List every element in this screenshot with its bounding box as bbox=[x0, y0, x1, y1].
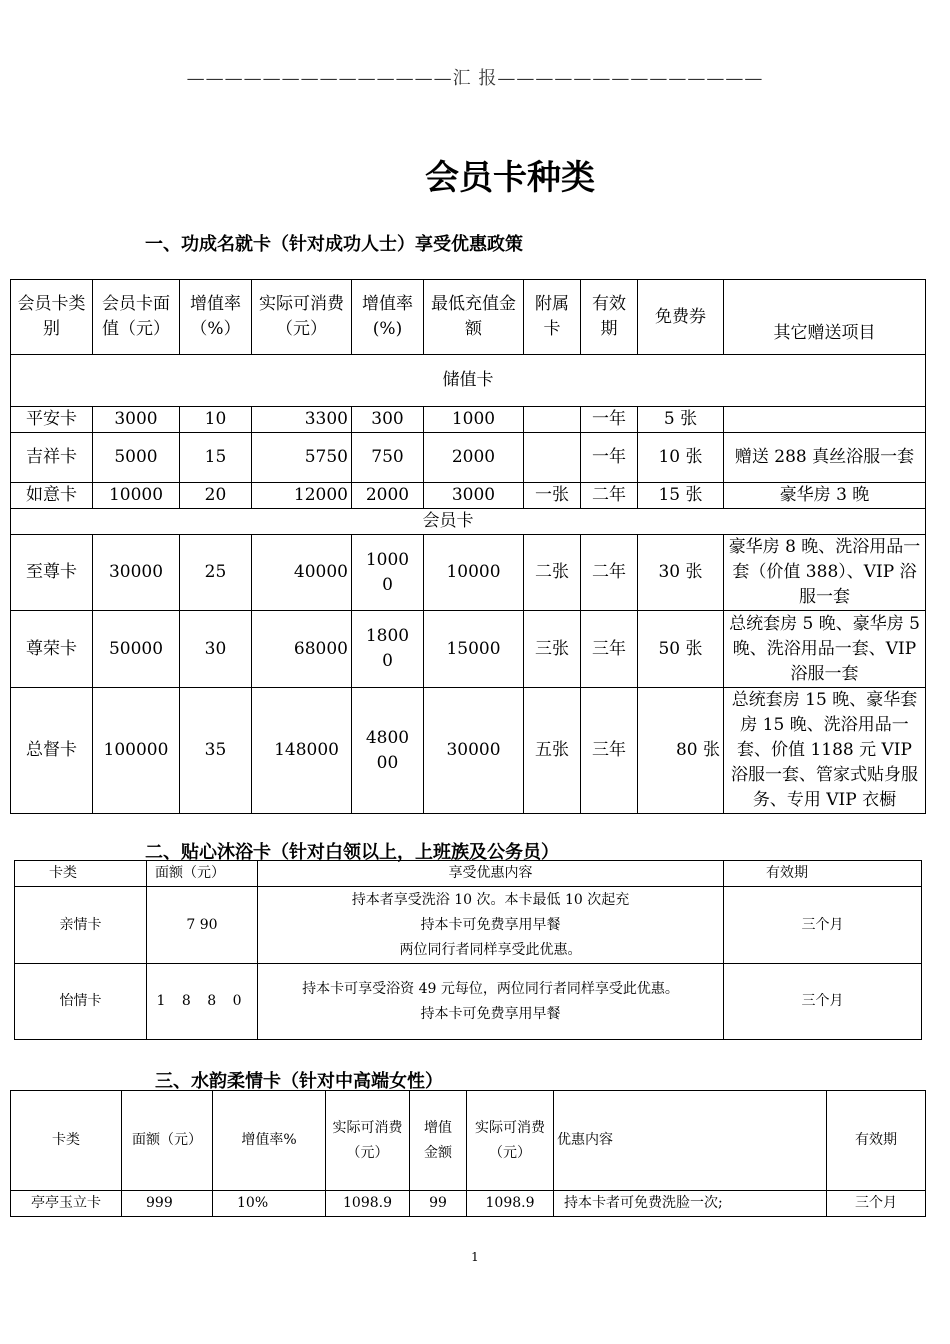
bonus: 10000 bbox=[352, 535, 424, 611]
coupons: 5 张 bbox=[638, 407, 724, 433]
card-name: 至尊卡 bbox=[11, 535, 93, 611]
gifts bbox=[724, 407, 926, 433]
column-header: 实际可消费（元） bbox=[326, 1091, 410, 1191]
column-header: 面额（元） bbox=[122, 1091, 213, 1191]
face-value: 50000 bbox=[93, 611, 180, 688]
validity: 三年 bbox=[581, 688, 638, 814]
section1-table bbox=[10, 279, 926, 814]
face-value: 10000 bbox=[93, 483, 180, 509]
validity: 三个月 bbox=[827, 1191, 926, 1217]
actual-value: 68000 bbox=[252, 611, 352, 688]
column-header: 面额（元） bbox=[147, 861, 258, 887]
column-header: 会员卡类别 bbox=[11, 280, 93, 355]
bonus: 300 bbox=[352, 407, 424, 433]
rate: 35 bbox=[180, 688, 252, 814]
validity: 二年 bbox=[581, 483, 638, 509]
min-charge: 15000 bbox=[424, 611, 524, 688]
card-name: 吉祥卡 bbox=[11, 433, 93, 483]
rate: 10 bbox=[180, 407, 252, 433]
table-header-row bbox=[11, 1091, 926, 1191]
coupons: 10 张 bbox=[638, 433, 724, 483]
actual-value: 5750 bbox=[252, 433, 352, 483]
sub-card: 二张 bbox=[524, 535, 581, 611]
rate: 10% bbox=[213, 1191, 326, 1217]
bonus: 18000 bbox=[352, 611, 424, 688]
column-header: 享受优惠内容 bbox=[258, 861, 724, 887]
actual-value: 12000 bbox=[252, 483, 352, 509]
gifts: 豪华房 8 晚、洗浴用品一套（价值 388）、VIP 浴服一套 bbox=[724, 535, 926, 611]
column-header: 卡类 bbox=[15, 861, 147, 887]
column-header: 增值率(%) bbox=[352, 280, 424, 355]
group-label-stored-value: 储值卡 bbox=[11, 355, 926, 407]
group-row bbox=[11, 355, 926, 407]
column-header: 卡类 bbox=[11, 1091, 122, 1191]
card-name: 怡情卡 bbox=[15, 964, 147, 1040]
page-title: 会员卡种类 bbox=[425, 158, 595, 198]
coupons: 30 张 bbox=[638, 535, 724, 611]
table-row bbox=[11, 433, 926, 483]
validity: 一年 bbox=[581, 407, 638, 433]
min-charge: 1000 bbox=[424, 407, 524, 433]
rate: 25 bbox=[180, 535, 252, 611]
actual-value: 40000 bbox=[252, 535, 352, 611]
card-name: 如意卡 bbox=[11, 483, 93, 509]
rate: 30 bbox=[180, 611, 252, 688]
sub-card bbox=[524, 407, 581, 433]
card-name: 亲情卡 bbox=[15, 887, 147, 964]
section1-heading: 一、功成名就卡（针对成功人士）享受优惠政策 bbox=[145, 234, 523, 255]
face-value: 3000 bbox=[93, 407, 180, 433]
benefit-cell bbox=[258, 887, 724, 964]
actual-value-2: 1098.9 bbox=[467, 1191, 554, 1217]
min-charge: 2000 bbox=[424, 433, 524, 483]
amount: 999 bbox=[122, 1191, 213, 1217]
benefit-line: 两位同行者同样享受此优惠。 bbox=[399, 941, 582, 958]
table-header-row bbox=[11, 280, 926, 355]
column-header: 有效期 bbox=[827, 1091, 926, 1191]
validity: 二年 bbox=[581, 535, 638, 611]
group-row bbox=[11, 509, 926, 535]
table-row bbox=[15, 964, 922, 1040]
column-header: 优惠内容 bbox=[554, 1091, 827, 1191]
sub-card: 五张 bbox=[524, 688, 581, 814]
min-charge: 3000 bbox=[424, 483, 524, 509]
page-number: 1 bbox=[471, 1250, 479, 1264]
min-charge: 10000 bbox=[424, 535, 524, 611]
face-value: 30000 bbox=[93, 535, 180, 611]
validity: 三个月 bbox=[724, 964, 922, 1040]
coupons: 15 张 bbox=[638, 483, 724, 509]
section3-table bbox=[10, 1090, 926, 1217]
table-header-row bbox=[15, 861, 922, 887]
rate: 15 bbox=[180, 433, 252, 483]
bonus: 750 bbox=[352, 433, 424, 483]
bonus: 99 bbox=[410, 1191, 467, 1217]
actual-value: 3300 bbox=[252, 407, 352, 433]
table-row bbox=[11, 535, 926, 611]
amount: 7 90 bbox=[147, 887, 258, 964]
validity: 一年 bbox=[581, 433, 638, 483]
column-header: 增值率（%） bbox=[180, 280, 252, 355]
actual-value: 1098.9 bbox=[326, 1191, 410, 1217]
benefit-line: 持本卡可免费享用早餐 bbox=[420, 916, 561, 933]
card-name: 尊荣卡 bbox=[11, 611, 93, 688]
bonus: 2000 bbox=[352, 483, 424, 509]
validity: 三个月 bbox=[724, 887, 922, 964]
coupons: 80 张 bbox=[638, 688, 724, 814]
gifts: 赠送 288 真丝浴服一套 bbox=[724, 433, 926, 483]
column-header: 有效期 bbox=[724, 861, 922, 887]
page-header: ——————————————汇 报—————————————— bbox=[186, 68, 764, 89]
column-header: 最低充值金额 bbox=[424, 280, 524, 355]
actual-value: 148000 bbox=[252, 688, 352, 814]
benefit-line: 持本卡可享受浴资 49 元每位，两位同行者同样享受此优惠。 bbox=[302, 980, 679, 997]
gifts: 总统套房 5 晚、豪华房 5 晚、洗浴用品一套、VIP 浴服一套 bbox=[724, 611, 926, 688]
section2-heading: 二、贴心沐浴卡（针对白领以上，上班族及公务员） bbox=[145, 842, 559, 863]
sub-card: 三张 bbox=[524, 611, 581, 688]
table-row bbox=[11, 407, 926, 433]
validity: 三年 bbox=[581, 611, 638, 688]
column-header: 其它赠送项目 bbox=[724, 280, 926, 355]
table-row bbox=[11, 611, 926, 688]
amount: 1 8 8 0 bbox=[147, 964, 258, 1040]
section2-table bbox=[14, 860, 922, 1040]
benefit: 持本卡者可免费洗脸一次; bbox=[554, 1191, 827, 1217]
face-value: 5000 bbox=[93, 433, 180, 483]
column-header: 有效期 bbox=[581, 280, 638, 355]
benefit-cell bbox=[258, 964, 724, 1040]
sub-card: 一张 bbox=[524, 483, 581, 509]
bonus: 480000 bbox=[352, 688, 424, 814]
min-charge: 30000 bbox=[424, 688, 524, 814]
face-value: 100000 bbox=[93, 688, 180, 814]
column-header: 实际可消费（元） bbox=[252, 280, 352, 355]
table-row bbox=[11, 688, 926, 814]
column-header: 附属卡 bbox=[524, 280, 581, 355]
card-name: 平安卡 bbox=[11, 407, 93, 433]
table-row bbox=[11, 483, 926, 509]
section3-heading: 三、水韵柔情卡（针对中高端女性） bbox=[155, 1071, 443, 1092]
card-name: 总督卡 bbox=[11, 688, 93, 814]
group-label-member: 会员卡 bbox=[11, 509, 926, 535]
gifts: 豪华房 3 晚 bbox=[724, 483, 926, 509]
column-header: 增值率% bbox=[213, 1091, 326, 1191]
gifts: 总统套房 15 晚、豪华套房 15 晚、洗浴用品一套、价值 1188 元 VIP 浴服一套、管家式贴身服务、专用 VIP 衣橱 bbox=[724, 688, 926, 814]
column-header: 免费券 bbox=[638, 280, 724, 355]
coupons: 50 张 bbox=[638, 611, 724, 688]
rate: 20 bbox=[180, 483, 252, 509]
card-name: 亭亭玉立卡 bbox=[11, 1191, 122, 1217]
sub-card bbox=[524, 433, 581, 483]
column-header: 实际可消费（元） bbox=[467, 1091, 554, 1191]
table-row bbox=[11, 1191, 926, 1217]
benefit-line: 持本卡可免费享用早餐 bbox=[420, 1005, 561, 1022]
column-header: 会员卡面值（元） bbox=[93, 280, 180, 355]
column-header: 增值金额 bbox=[410, 1091, 467, 1191]
table-row bbox=[15, 887, 922, 964]
benefit-line: 持本者享受洗浴 10 次。本卡最低 10 次起充 bbox=[351, 891, 630, 908]
